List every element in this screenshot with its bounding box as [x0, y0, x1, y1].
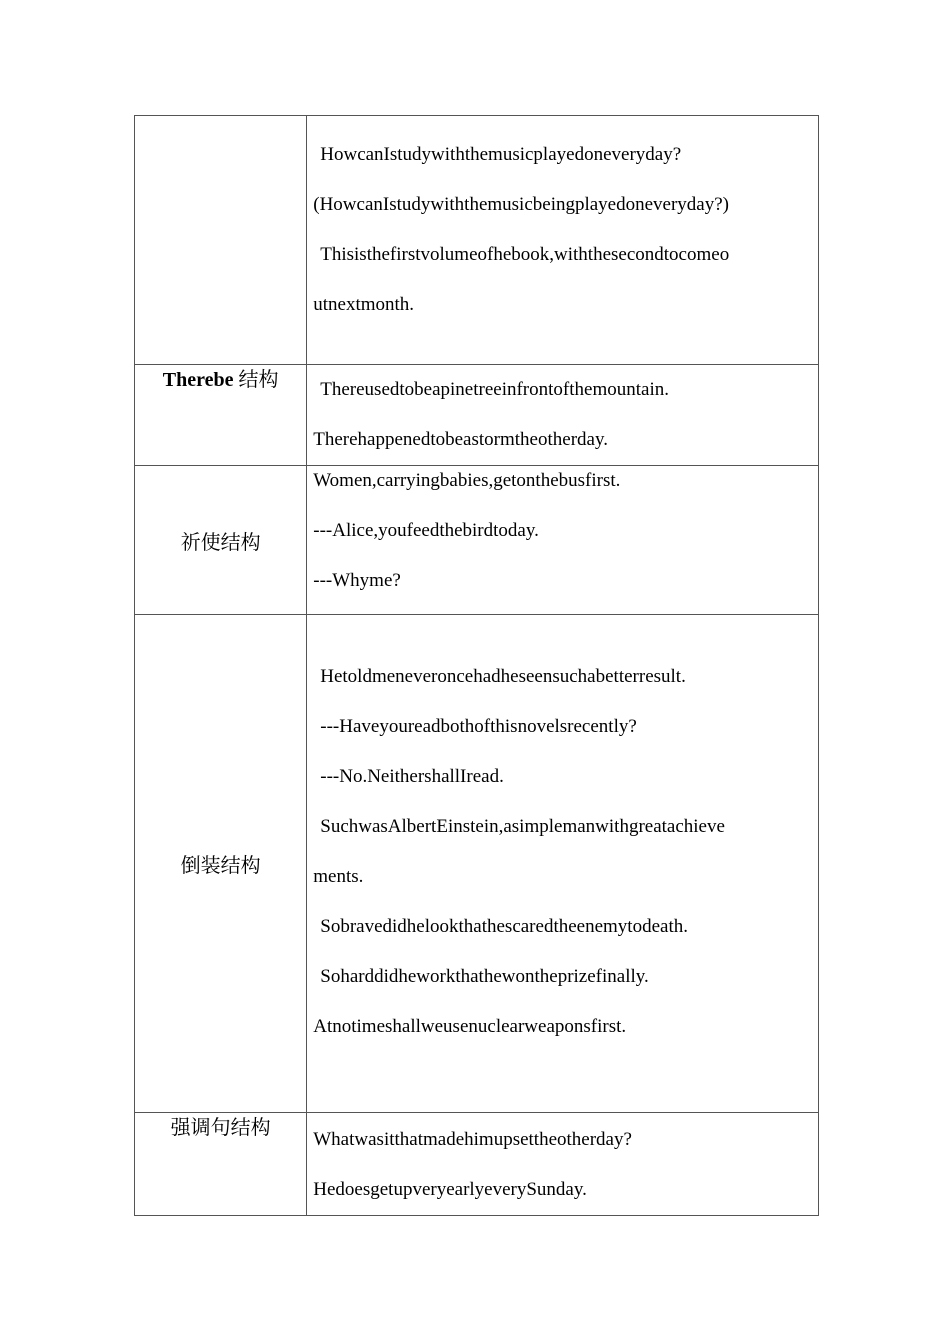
- structure-label-cell: [135, 466, 307, 615]
- example-sentence: ---Alice,youfeedthebirdtoday.: [313, 520, 539, 541]
- example-sentence: Whatwasitthatmadehimupsettheotherday?: [313, 1129, 632, 1150]
- example-sentence: HowcanIstudywiththemusicplayedoneveryday?: [320, 144, 682, 165]
- example-cell: [307, 1113, 819, 1216]
- example-sentence: Sobravedidhelookthathescaredtheenemytodeath.: [320, 916, 688, 937]
- example-sentence: utnextmonth.: [313, 294, 415, 315]
- table-row: [135, 1113, 819, 1216]
- structure-label-cell: [135, 116, 307, 365]
- example-cell: [307, 615, 819, 1113]
- structure-label-cell: [135, 615, 307, 1113]
- example-sentence: Atnotimeshallweusenuclearweaponsfirst.: [313, 1016, 627, 1037]
- example-sentence: SuchwasAlbertEinstein,asimplemanwithgreatachieve: [320, 816, 725, 837]
- table-row: [135, 615, 819, 1113]
- table-row: [135, 466, 819, 615]
- structure-label-cell: [135, 365, 307, 466]
- structure-label: 结构: [238, 369, 279, 391]
- example-sentence: Soharddidheworkthathewontheprizefinally.: [320, 966, 649, 987]
- example-sentence: Women,carryingbabies,getonthebusfirst.: [313, 470, 621, 491]
- example-cell: [307, 365, 819, 466]
- table-row: [135, 365, 819, 466]
- example-sentence: ---No.NeithershallIread.: [320, 766, 504, 787]
- example-sentence: Hetoldmeneveroncehadheseensuchabetterresult.: [320, 666, 686, 687]
- example-sentence: Thereusedtobeapinetreeinfrontofthemountain.: [320, 379, 669, 400]
- structure-label: 倒装结构: [180, 855, 261, 877]
- example-sentence: Thisisthefirstvolumeofhebook,withthesecondtocomeo: [320, 244, 730, 265]
- example-sentence: (HowcanIstudywiththemusicbeingplayedoneveryday?): [313, 194, 730, 215]
- structure-label-cell: [135, 1113, 307, 1216]
- example-sentence: ments.: [313, 866, 364, 887]
- structure-label-bold: Therebe: [162, 369, 234, 391]
- structure-label: 祈使结构: [180, 531, 261, 554]
- grammar-structure-table: [134, 115, 819, 1216]
- example-sentence: Therehappenedtobeastormtheotherday.: [313, 429, 608, 450]
- example-sentence: HedoesgetupveryearlyeverySunday.: [313, 1179, 587, 1200]
- example-cell: [307, 116, 819, 365]
- example-sentence: ---Whyme?: [313, 570, 401, 591]
- table-row: [135, 116, 819, 365]
- example-sentence: ---Haveyoureadbothofthisnovelsrecently?: [320, 716, 637, 737]
- example-cell: [307, 466, 819, 615]
- structure-label: 强调句结构: [170, 1117, 271, 1139]
